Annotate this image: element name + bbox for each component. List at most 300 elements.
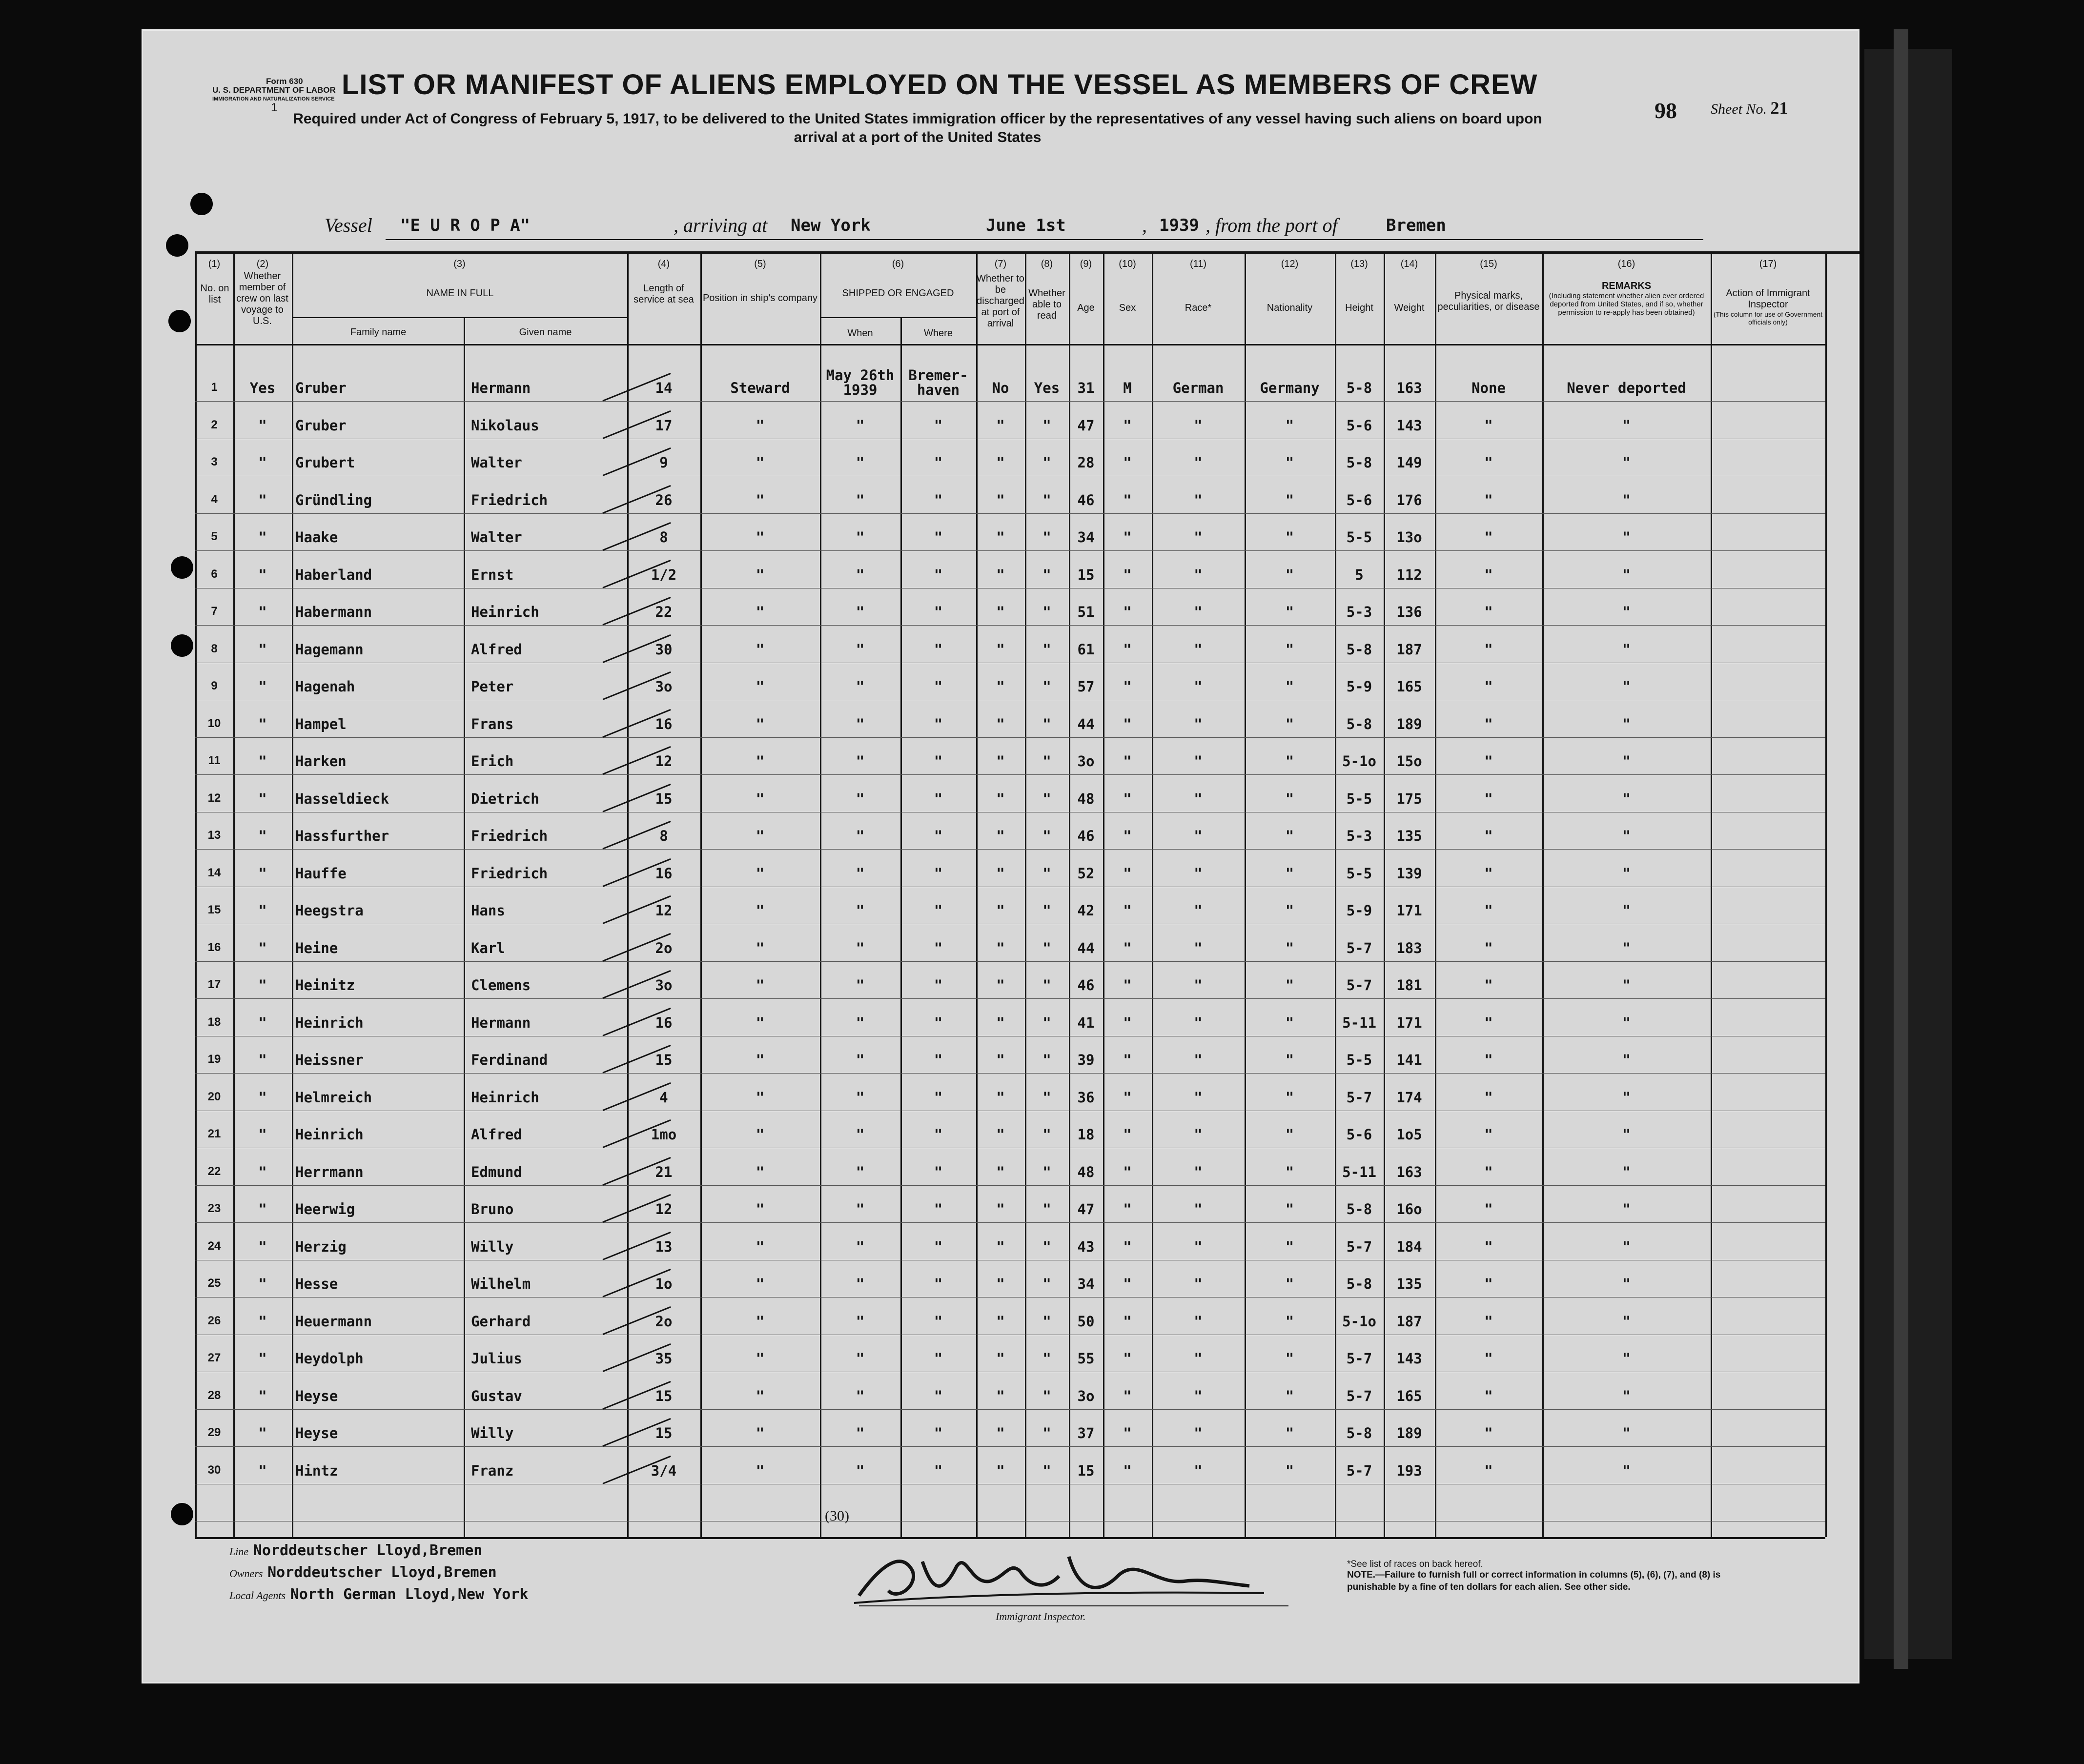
member-last-voyage: " [258,1313,267,1330]
shipped-where: " [934,1425,943,1441]
shipped-where: " [934,1014,943,1031]
family-name: Heyse [295,1388,338,1404]
nationality: " [1285,753,1294,770]
name-subheader-rule [293,317,627,318]
form-identifier [212,77,336,112]
discharged: No [992,380,1009,396]
shipped-when: " [856,1276,865,1292]
row-rule [195,550,1825,551]
height: 5-7 [1346,940,1372,956]
physical-marks: " [1484,454,1493,471]
family-name: Helmreich [295,1089,372,1106]
shipped-where: " [934,604,943,620]
discharged: " [996,454,1005,471]
shipped-when: " [856,604,865,620]
sheet-number [1711,98,1788,118]
race: " [1194,791,1203,807]
discharged: " [996,753,1005,770]
service-length: 15 [655,1425,673,1441]
height: 5-8 [1346,641,1372,658]
nationality: " [1285,1350,1294,1367]
position: " [756,977,765,994]
able-to-read: " [1042,492,1051,508]
member-last-voyage: " [258,529,267,546]
height: 5-8 [1346,1276,1372,1292]
member-last-voyage: " [258,1462,267,1479]
nationality: " [1285,791,1294,807]
given-name: Heinrich [471,1089,539,1106]
family-name: Herrmann [295,1164,364,1180]
shipped-where: " [934,1164,943,1180]
race: " [1194,1201,1203,1217]
remarks: " [1622,1201,1631,1217]
row-number: 20 [207,1090,221,1103]
discharged: " [996,417,1005,434]
arriving-label: , arriving at [674,214,768,236]
col-physical-marks: Physical marks, peculiarities, or disease [1437,290,1540,312]
shipped-when: " [856,716,865,732]
row-number: 2 [211,418,218,431]
race: " [1194,902,1203,919]
remarks: " [1622,753,1631,770]
race: " [1194,1089,1203,1106]
able-to-read: " [1042,1388,1051,1404]
shipped-when: " [856,753,865,770]
page-mark: 1 [271,101,278,114]
sex: " [1123,1126,1132,1143]
column-rule [195,254,197,1537]
given-name: Dietrich [471,791,539,807]
discharged: " [996,828,1005,844]
physical-marks: " [1484,753,1493,770]
shipped-when: " [856,977,865,994]
remarks: " [1622,791,1631,807]
remarks: " [1622,1425,1631,1441]
member-last-voyage: Yes [249,380,276,396]
column-rule [976,254,978,1537]
col-position: Position in ship's company [702,293,818,304]
physical-marks: " [1484,492,1493,508]
family-name: Gruber [295,380,347,396]
discharged: " [996,1014,1005,1031]
age: 34 [1077,1276,1095,1292]
sex: " [1123,1052,1132,1068]
sheet-value: 21 [1770,98,1788,118]
adjacent-page-edge [1894,29,1908,1669]
age: 3o [1077,1388,1095,1404]
age: 61 [1077,641,1095,658]
position: " [756,529,765,546]
member-last-voyage: " [258,454,267,471]
remarks-heading: REMARKS [1601,281,1652,291]
age: 52 [1077,865,1095,882]
discharged: " [996,791,1005,807]
sex: " [1123,567,1132,583]
service-length: 3/4 [651,1462,677,1479]
discharged: " [996,1462,1005,1479]
height: 5-7 [1346,977,1372,994]
given-name: Edmund [471,1164,522,1180]
weight: 165 [1396,1388,1422,1404]
column-number: (14) [1400,259,1418,269]
discharged: " [996,977,1005,994]
height: 5-6 [1346,1126,1372,1143]
shipped-when: May 26th 1939 [826,367,895,398]
row-number: 28 [207,1389,221,1402]
nationality: " [1285,1014,1294,1031]
service-length: 9 [659,454,668,471]
family-name: Herzig [295,1238,347,1255]
row-number: 7 [211,605,218,618]
shipped-where: " [934,1238,943,1255]
physical-marks: " [1484,791,1493,807]
column-number: (13) [1350,259,1368,269]
shipped-where: " [934,1089,943,1106]
arrival-date: June 1st [986,216,1066,235]
height: 5-7 [1346,1462,1372,1479]
physical-marks: " [1484,529,1493,546]
column-rule [1435,254,1436,1537]
weight: 163 [1396,380,1422,396]
family-name: Hagenah [295,678,355,695]
owners-value: Norddeutscher Lloyd,Bremen [267,1564,497,1581]
able-to-read: " [1042,604,1051,620]
shipped-when: " [856,791,865,807]
column-rule [1245,254,1246,1537]
family-name: Gründling [295,492,372,508]
height: 5-5 [1346,865,1372,882]
row-rule [195,998,1825,999]
discharged: " [996,529,1005,546]
race: " [1194,417,1203,434]
family-name: Heerwig [295,1201,355,1217]
height: 5-8 [1346,716,1372,732]
able-to-read: " [1042,1238,1051,1255]
service-length: 2o [655,1313,673,1330]
nationality: " [1285,678,1294,695]
nationality: " [1285,940,1294,956]
remarks: " [1622,678,1631,695]
member-last-voyage: " [258,641,267,658]
able-to-read: " [1042,1014,1051,1031]
row-rule [195,1409,1825,1410]
service-length: 30 [655,641,673,658]
nationality: " [1285,1276,1294,1292]
column-rule [1384,254,1385,1537]
position: " [756,1052,765,1068]
service-length: 22 [655,604,673,620]
shipped-when: " [856,902,865,919]
physical-marks: " [1484,1201,1493,1217]
column-number: (12) [1281,259,1299,269]
weight: 143 [1396,1350,1422,1367]
able-to-read: " [1042,641,1051,658]
row-number: 22 [207,1165,221,1178]
able-to-read: " [1042,1164,1051,1180]
physical-marks: " [1484,940,1493,956]
position: " [756,1313,765,1330]
height: 5-3 [1346,828,1372,844]
sheet-label: Sheet No. [1711,101,1767,117]
nationality: " [1285,1388,1294,1404]
column-number: (4) [657,259,670,269]
height: 5-1o [1342,753,1376,770]
service-length: 14 [655,380,673,396]
col-able-to-read: Whether able to read [1028,288,1065,321]
sex: " [1123,492,1132,508]
line-value: Norddeutscher Lloyd,Bremen [253,1542,483,1559]
physical-marks: " [1484,828,1493,844]
shipped-when: " [856,567,865,583]
nationality: " [1285,604,1294,620]
row-number: 1 [211,381,218,394]
service-length: 15 [655,1052,673,1068]
fine-note: NOTE.—Failure to furnish full or correct information in columns (5), (6), (7), and (8) is punishable by a fine of ten dollars for each alien. See other side. [1347,1570,1721,1592]
family-name: Hagemann [295,641,364,658]
sex: " [1123,753,1132,770]
member-last-voyage: " [258,828,267,844]
member-last-voyage: " [258,1126,267,1143]
race: " [1194,1350,1203,1367]
col-name-in-full: NAME IN FULL [426,288,494,299]
agents-field [229,1586,528,1603]
nationality: " [1285,1089,1294,1106]
race-note: *See list of races on back hereof. [1347,1559,1483,1569]
col-length-service: Length of service at sea [633,283,694,305]
remarks: " [1622,1313,1631,1330]
remarks: " [1622,641,1631,658]
service-length: 16 [655,865,673,882]
weight: 174 [1396,1089,1422,1106]
physical-marks: " [1484,1126,1493,1143]
sex: " [1123,1313,1132,1330]
service-length: 35 [655,1350,673,1367]
position: " [756,791,765,807]
remarks: " [1622,1014,1631,1031]
weight: 183 [1396,940,1422,956]
member-last-voyage: " [258,417,267,434]
weight: 149 [1396,454,1422,471]
col-no-on-list: No. on list [200,283,229,305]
column-rule [1069,254,1070,1537]
race: " [1194,1462,1203,1479]
row-number: 18 [207,1015,221,1029]
physical-marks: " [1484,417,1493,434]
shipped-when: " [856,1388,865,1404]
given-name: Hermann [471,1014,531,1031]
row-rule [195,849,1825,850]
height: 5-7 [1346,1238,1372,1255]
weight: 112 [1396,567,1422,583]
shipped-where: " [934,678,943,695]
position: " [756,1126,765,1143]
discharged: " [996,1052,1005,1068]
shipped-where: " [934,1462,943,1479]
col-when: When [847,328,873,339]
service-length: 2o [655,940,673,956]
nationality: " [1285,1425,1294,1441]
service-length: 1/2 [651,567,677,583]
nationality: " [1285,1164,1294,1180]
sheet-handwritten-number: 98 [1655,98,1677,123]
weight: 189 [1396,716,1422,732]
col-remarks [1542,281,1711,317]
given-name: Frans [471,716,514,732]
remarks: " [1622,567,1631,583]
position: " [756,1350,765,1367]
race: " [1194,977,1203,994]
shipped-where: " [934,1388,943,1404]
member-last-voyage: " [258,492,267,508]
position: " [756,1462,765,1479]
weight: 175 [1396,791,1422,807]
remarks: " [1622,454,1631,471]
discharged: " [996,1350,1005,1367]
position: " [756,1089,765,1106]
height: 5-7 [1346,1089,1372,1106]
service-length: 3o [655,678,673,695]
able-to-read: " [1042,865,1051,882]
service-length: 21 [655,1164,673,1180]
family-name: Heuermann [295,1313,372,1330]
position: " [756,678,765,695]
family-name: Heegstra [295,902,364,919]
position: " [756,1388,765,1404]
weight: 193 [1396,1462,1422,1479]
column-rule [1825,254,1827,1537]
given-name: Franz [471,1462,514,1479]
table-top-border [195,251,1859,254]
able-to-read: " [1042,567,1051,583]
service-length: 12 [655,902,673,919]
shipped-where: " [934,1276,943,1292]
column-number: (17) [1759,259,1777,269]
shipped-where: " [934,1052,943,1068]
given-name: Ernst [471,567,514,583]
race: " [1194,753,1203,770]
age: 37 [1077,1425,1095,1441]
punch-hole [168,310,191,332]
member-last-voyage: " [258,1350,267,1367]
member-last-voyage: " [258,604,267,620]
physical-marks: " [1484,678,1493,695]
nationality: " [1285,641,1294,658]
shipped-when: " [856,1462,865,1479]
discharged: " [996,1238,1005,1255]
able-to-read: " [1042,678,1051,695]
remarks: " [1622,1126,1631,1143]
height: 5-8 [1346,454,1372,471]
discharged: " [996,1164,1005,1180]
able-to-read: " [1042,454,1051,471]
discharged: " [996,678,1005,695]
family-name: Heydolph [295,1350,364,1367]
able-to-read: " [1042,1462,1051,1479]
discharged: " [996,1388,1005,1404]
shipped-where: " [934,716,943,732]
sex: " [1123,865,1132,882]
sex: " [1123,1425,1132,1441]
row-number: 3 [211,455,218,468]
sex: " [1123,641,1132,658]
col-sex: Sex [1119,303,1136,313]
position: " [756,716,765,732]
column-number: (1) [208,259,221,269]
sex: M [1123,380,1132,396]
age: 36 [1077,1089,1095,1106]
row-rule [195,737,1825,738]
action-heading: Action of Immigrant Inspector [1726,288,1810,310]
position: " [756,1164,765,1180]
discharged: " [996,865,1005,882]
punch-hole [171,1503,193,1525]
column-number: (5) [754,259,766,269]
shipped-when: " [856,1350,865,1367]
family-name: Hauffe [295,865,347,882]
row-rule [195,513,1825,514]
race: " [1194,1276,1203,1292]
row-number: 14 [207,866,221,879]
physical-marks: " [1484,1014,1493,1031]
physical-marks: " [1484,567,1493,583]
sex: " [1123,454,1132,471]
weight: 13o [1396,529,1422,546]
shipped-when: " [856,1425,865,1441]
given-name: Peter [471,678,514,695]
row-number: 29 [207,1426,221,1439]
sex: " [1123,1164,1132,1180]
column-rule [1542,254,1544,1537]
height: 5 [1355,567,1364,583]
member-last-voyage: " [258,977,267,994]
member-last-voyage: " [258,716,267,732]
header-bottom-border [195,344,1825,345]
service-length: 16 [655,1014,673,1031]
weight: 165 [1396,678,1422,695]
row-number: 13 [207,829,221,842]
from-label: , from the port of [1205,214,1338,236]
given-name: Erich [471,753,514,770]
punch-hole [190,193,213,215]
remarks: " [1622,1276,1631,1292]
given-name: Alfred [471,1126,522,1143]
position: " [756,902,765,919]
row-number: 8 [211,642,218,655]
row-number: 17 [207,978,221,991]
column-number: (16) [1617,259,1635,269]
race: " [1194,604,1203,620]
height: 5-7 [1346,1388,1372,1404]
vessel-label: Vessel [325,214,372,236]
given-name: Karl [471,940,505,956]
sex: " [1123,529,1132,546]
able-to-read: " [1042,1425,1051,1441]
sex: " [1123,1201,1132,1217]
age: 46 [1077,977,1095,994]
position: " [756,753,765,770]
family-name: Heinrich [295,1126,364,1143]
shipped-when: " [856,1126,865,1143]
shipped-when: " [856,1164,865,1180]
nationality: " [1285,977,1294,994]
shipped-where: Bremer- haven [908,367,968,398]
remarks: " [1622,902,1631,919]
discharged: " [996,1089,1005,1106]
nationality: " [1285,1313,1294,1330]
service-length: 8 [659,828,668,844]
remarks-note: (Including statement whether alien ever ordered deported from United States, and if so, whether permission to re-apply has been obtained) [1549,292,1704,317]
given-name: Wilhelm [471,1276,531,1292]
